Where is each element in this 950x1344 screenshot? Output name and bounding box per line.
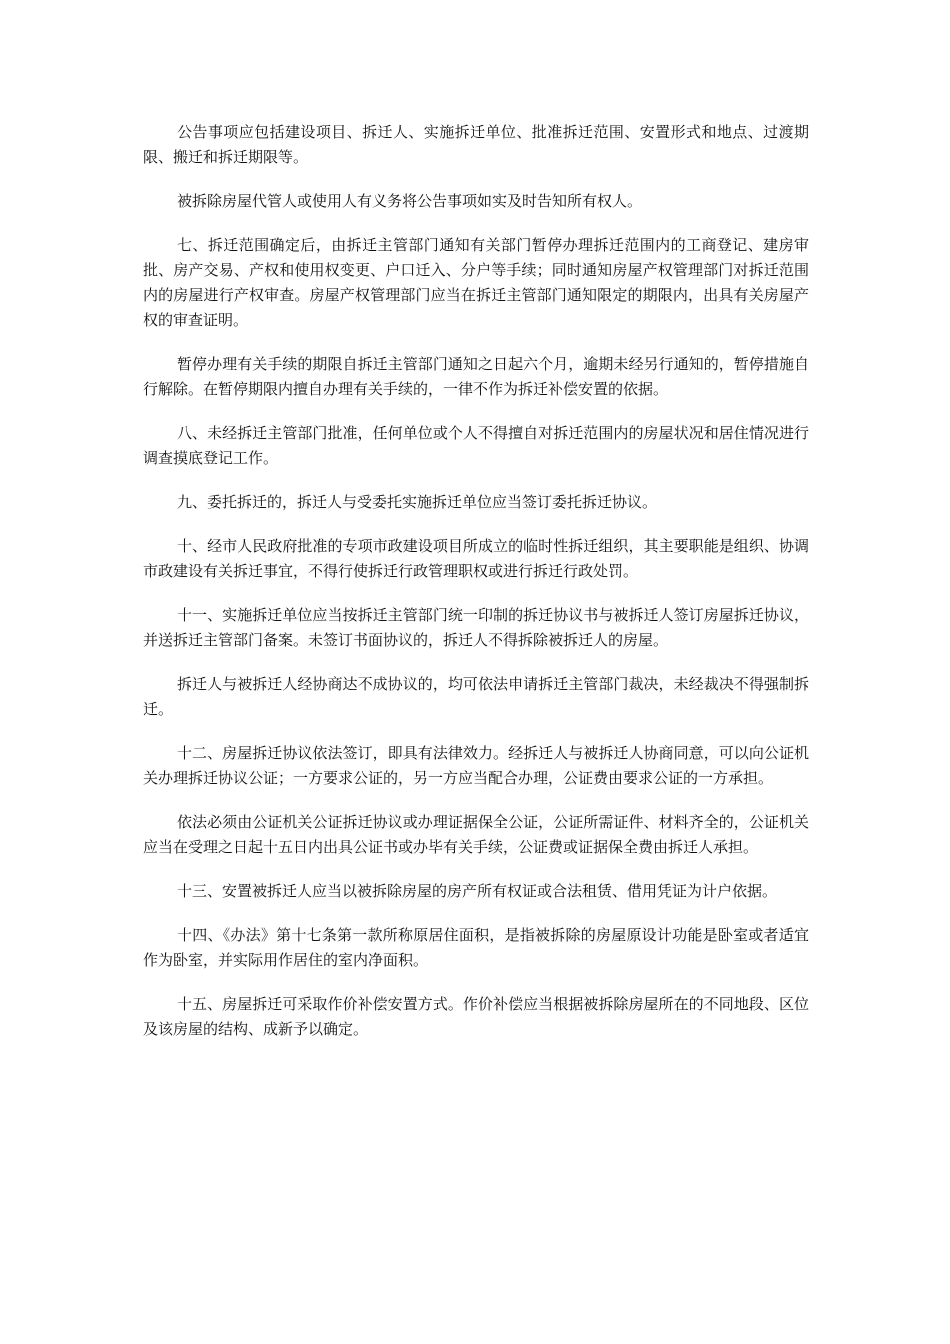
paragraph-article-15: 十五、房屋拆迁可采取作价补偿安置方式。作价补偿应当根据被拆除房屋所在的不同地段、区位及该房屋的结构、成新予以确定。 (143, 995, 809, 1038)
paragraph-notify-owner: 被拆除房屋代管人或使用人有义务将公告事项如实及时告知所有权人。 (177, 192, 643, 210)
paragraph-ruling: 拆迁人与被拆迁人经协商达不成协议的，均可依法申请拆迁主管部门裁决，未经裁决不得强制拆迁。 (143, 675, 809, 718)
paragraph-article-14: 十四、《办法》第十七条第一款所称原居住面积，是指被拆除的房屋原设计功能是卧室或者适宜作为卧室，并实际用作居住的室内净面积。 (143, 926, 809, 969)
paragraph-article-13: 十三、安置被拆迁人应当以被拆除房屋的房产所有权证或合法租赁、借用凭证为计户依据。 (177, 882, 778, 900)
paragraph-article-7: 七、拆迁范围确定后，由拆迁主管部门通知有关部门暂停办理拆迁范围内的工商登记、建房审批、房产交易、产权和使用权变更、户口迁入、分户等手续；同时通知房屋产权管理部门对拆迁范围内的房屋进行产权审查。房屋产权管理部门应当在拆迁主管部门通知限定的期限内，出具有关房屋产权的审查证明。 (143, 236, 809, 329)
paragraph-public-notice-items: 公告事项应包括建设项目、拆迁人、实施拆迁单位、批准拆迁范围、安置形式和地点、过渡期限、搬迁和拆迁期限等。 (143, 123, 809, 166)
paragraph-article-11: 十一、实施拆迁单位应当按拆迁主管部门统一印制的拆迁协议书与被拆迁人签订房屋拆迁协议，并送拆迁主管部门备案。未签订书面协议的，拆迁人不得拆除被拆迁人的房屋。 (143, 606, 809, 649)
paragraph-article-8: 八、未经拆迁主管部门批准，任何单位或个人不得擅自对拆迁范围内的房屋状况和居住情况进行调查摸底登记工作。 (143, 424, 809, 467)
document-page (143, 120, 809, 1061)
paragraph-article-9: 九、委托拆迁的，拆迁人与受委托实施拆迁单位应当签订委托拆迁协议。 (177, 493, 658, 511)
paragraph-article-12: 十二、房屋拆迁协议依法签订，即具有法律效力。经拆迁人与被拆迁人协商同意，可以向公证机关办理拆迁协议公证；一方要求公证的，另一方应当配合办理，公证费由要求公证的一方承担。 (143, 744, 809, 787)
paragraph-suspension-period: 暂停办理有关手续的期限自拆迁主管部门通知之日起六个月，逾期未经另行通知的，暂停措施自行解除。在暂停期限内擅自办理有关手续的，一律不作为拆迁补偿安置的依据。 (143, 355, 809, 398)
paragraph-notarization: 依法必须由公证机关公证拆迁协议或办理证据保全公证，公证所需证件、材料齐全的，公证机关应当在受理之日起十五日内出具公证书或办毕有关手续，公证费或证据保全费由拆迁人承担。 (143, 813, 809, 856)
paragraph-article-10: 十、经市人民政府批准的专项市政建设项目所成立的临时性拆迁组织，其主要职能是组织、协调市政建设有关拆迁事宜，不得行使拆迁行政管理职权或进行拆迁行政处罚。 (143, 537, 809, 580)
